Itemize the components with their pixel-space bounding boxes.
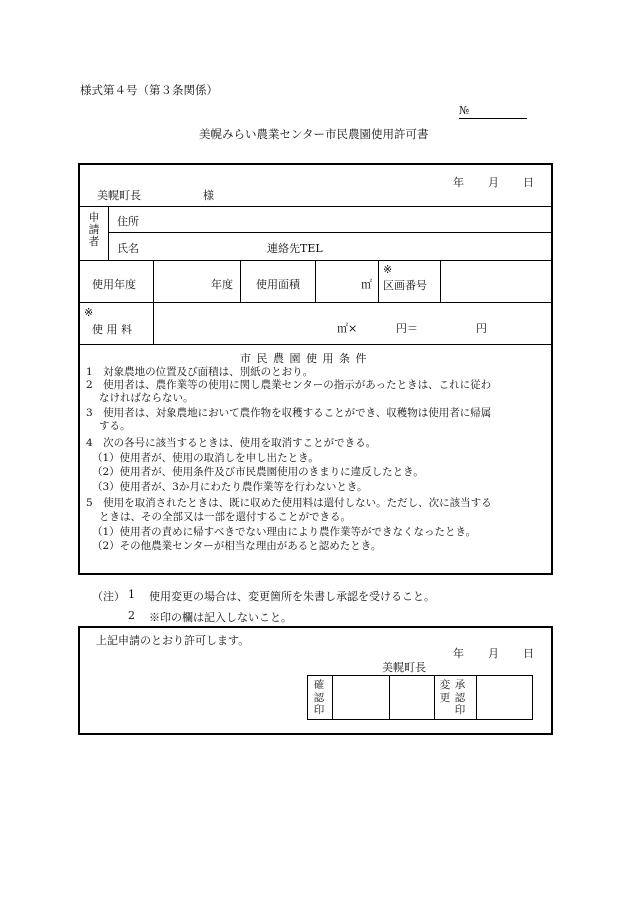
note-text: ※印の欄は記入しないこと。 — [149, 611, 292, 624]
form-number: 様式第４号（第３条関係） — [80, 83, 218, 97]
addressee: 美幌町長 — [97, 189, 141, 202]
date-year-label: 年 — [453, 176, 464, 189]
number-label: № — [459, 104, 470, 117]
seal-grid-divider — [434, 675, 435, 720]
approval-statement: 上記申請のとおり許可します。 — [96, 634, 250, 647]
col-divider — [378, 260, 379, 303]
notes-prefix: （注） — [92, 590, 125, 603]
fiscal-year-suffix: 年度 — [211, 278, 233, 291]
col-divider — [153, 260, 154, 303]
condition-line: ときは、その全部又は一部を還付することができる。 — [99, 511, 351, 523]
condition-line: なければならない。 — [99, 392, 194, 404]
col-divider — [315, 260, 316, 303]
applicant-label: 申請者 — [88, 211, 100, 248]
date-month-label: 月 — [488, 176, 499, 189]
condition-line: 3 使用者は、対象農地において農作物を収穫することができ、収穫物は使用者に帰属 — [86, 407, 492, 419]
condition-line: （1）使用者が、使用の取消しを申し出たとき。 — [92, 452, 319, 464]
seal-grid-divider — [476, 675, 477, 720]
number-underline — [459, 118, 527, 119]
addressee-honorific: 様 — [203, 189, 214, 202]
approval-day-label: 日 — [523, 647, 534, 660]
condition-line: （1）使用者の責めに帰すべきでない理由により農作業等ができなくなったとき。 — [92, 526, 477, 538]
form-title: 美幌みらい農業センター市民農園使用許可書 — [199, 127, 429, 141]
approval-year-label: 年 — [453, 647, 464, 660]
usage-area-label: 使用面積 — [256, 278, 300, 291]
contact-label: 連絡先TEL — [267, 242, 323, 255]
approval-seal-label: 承認印 — [454, 679, 466, 716]
col-divider — [153, 302, 154, 344]
fee-area-unit: ㎡× — [337, 322, 358, 335]
col-divider — [240, 260, 241, 303]
fee-yen: 円 — [476, 322, 487, 335]
conditions-title: 市 民 農 園 使 用 条 件 — [240, 352, 368, 365]
usage-year-label: 使用年度 — [92, 278, 136, 291]
col-divider — [108, 206, 109, 260]
note-number: 2 — [128, 609, 135, 622]
plot-number-label: 区画番号 — [383, 279, 427, 292]
date-day-label: 日 — [523, 176, 534, 189]
name-label: 氏名 — [117, 242, 139, 255]
condition-line: （2）使用者が、使用条件及び市民農園使用のきまりに違反したとき。 — [92, 466, 424, 478]
plot-mark: ※ — [383, 263, 393, 276]
confirm-seal-label: 確認印 — [313, 679, 325, 716]
condition-line: 5 使用を取消されたときは、既に収めた使用料は還付しない。ただし、次に該当する — [86, 497, 492, 509]
approval-issuer: 美幌町長 — [382, 661, 426, 674]
condition-line: （3）使用者が、3か月にわたり農作業等を行わないとき。 — [92, 481, 368, 493]
fee-label: 使 用 料 — [92, 323, 132, 336]
fee-yen-equals: 円＝ — [396, 322, 418, 335]
seal-grid-divider — [389, 675, 390, 720]
row-divider — [79, 206, 551, 207]
condition-line: 2 使用者は、農作業等の使用に関し農業センターの指示があったときは、これに従わ — [86, 379, 492, 391]
address-label: 住所 — [117, 215, 139, 228]
row-divider — [79, 302, 551, 303]
change-label: 変更 — [439, 679, 451, 704]
condition-line: 1 対象農地の位置及び面積は、別紙のとおり。 — [86, 366, 314, 378]
seal-grid-divider — [332, 675, 333, 720]
condition-line: （2）その他農業センターが相当な理由があると認めたとき。 — [92, 540, 382, 552]
row-divider — [79, 344, 551, 345]
area-unit: ㎡ — [361, 278, 372, 291]
seal-grid — [307, 675, 533, 720]
approval-month-label: 月 — [488, 647, 499, 660]
condition-line: する。 — [99, 420, 131, 432]
note-text: 使用変更の場合は、変更箇所を朱書し承認を受けること。 — [149, 590, 435, 603]
col-divider — [440, 260, 441, 303]
row-divider — [108, 232, 551, 233]
note-number: 1 — [128, 588, 135, 601]
condition-line: 4 次の各号に該当するときは、使用を取消すことができる。 — [86, 437, 377, 449]
fee-mark: ※ — [84, 306, 94, 319]
